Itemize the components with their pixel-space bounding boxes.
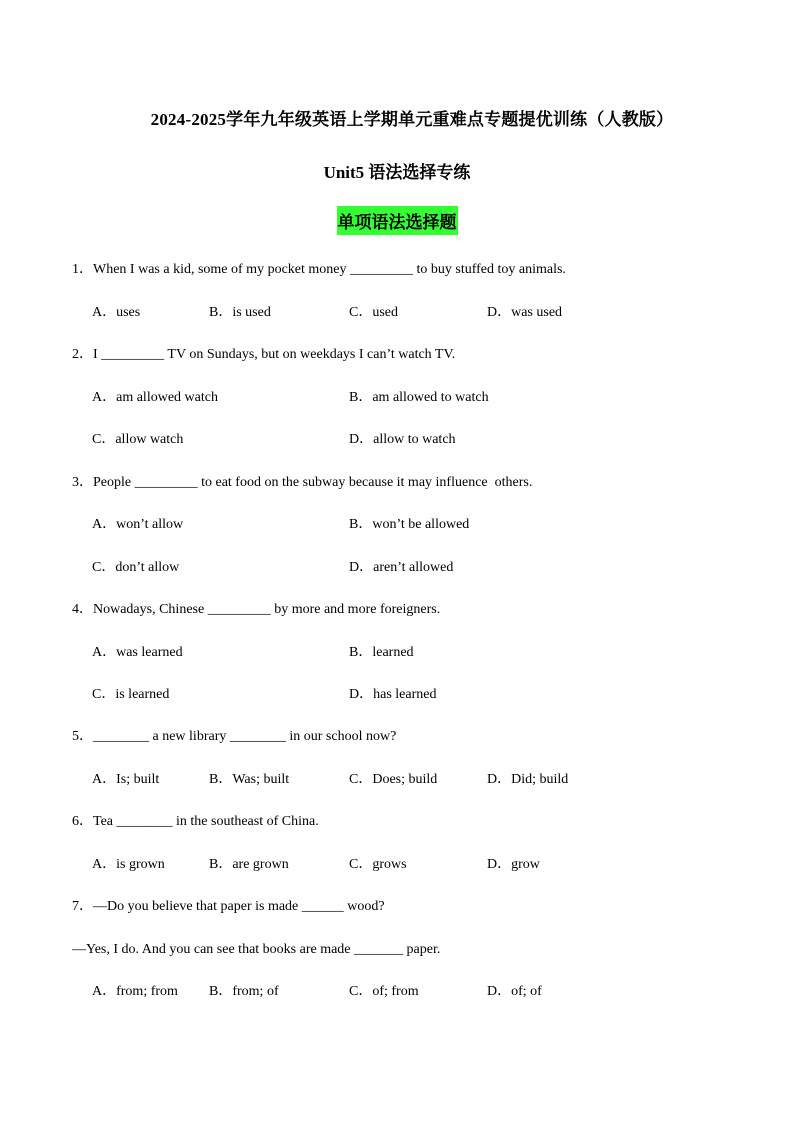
question-3-option-a[interactable]: A．won’t allow: [92, 517, 184, 532]
question-7-option-b[interactable]: B．from; of: [209, 984, 279, 999]
section-heading-label: 单项语法选择题: [337, 206, 458, 235]
question-4-option-a[interactable]: A．was learned: [92, 645, 183, 660]
question-6-option-a[interactable]: A．is grown: [92, 857, 165, 872]
question-1-option-d[interactable]: D．was used: [487, 305, 563, 320]
question-7-stem-reply: —Yes, I do. And you can see that books are made _______ paper.: [72, 942, 441, 957]
question-2-option-d[interactable]: D．allow to watch: [349, 432, 456, 447]
question-2-option-c[interactable]: C．allow watch: [92, 432, 184, 447]
question-7-option-c[interactable]: C．of; from: [349, 984, 419, 999]
question-3-option-b[interactable]: B．won’t be allowed: [349, 517, 470, 532]
question-4-option-c[interactable]: C．is learned: [92, 687, 170, 702]
question-1-option-b[interactable]: B．is used: [209, 305, 271, 320]
question-2-stem: 2．I _________ TV on Sundays, but on weekdays I can’t watch TV.: [72, 347, 456, 362]
question-5-stem: 5．________ a new library ________ in our school now?: [72, 729, 397, 744]
question-5-option-d[interactable]: D．Did; build: [487, 772, 569, 787]
question-4-stem: 4．Nowadays, Chinese _________ by more and more foreigners.: [72, 602, 441, 617]
question-1-stem: 1．When I was a kid, some of my pocket money _________ to buy stuffed toy animals.: [72, 262, 566, 277]
question-6-option-c[interactable]: C．grows: [349, 857, 407, 872]
question-6-option-b[interactable]: B．are grown: [209, 857, 289, 872]
question-7-option-d[interactable]: D．of; of: [487, 984, 542, 999]
section-heading: [0, 206, 794, 235]
question-4-option-b[interactable]: B．learned: [349, 645, 414, 660]
question-7-stem: 7．—Do you believe that paper is made ______ wood?: [72, 899, 385, 914]
question-4-option-d[interactable]: D．has learned: [349, 687, 437, 702]
question-7-option-a[interactable]: A．from; from: [92, 984, 178, 999]
question-2-option-a[interactable]: A．am allowed watch: [92, 390, 218, 405]
document-subtitle: Unit5 语法选择专练: [323, 163, 471, 182]
question-5-option-c[interactable]: C．Does; build: [349, 772, 438, 787]
question-6-stem: 6．Tea ________ in the southeast of China.: [72, 814, 319, 829]
question-2-option-b[interactable]: B．am allowed to watch: [349, 390, 489, 405]
document-title: 2024-2025学年九年级英语上学期单元重难点专题提优训练（人教版）: [150, 110, 674, 129]
question-5-option-b[interactable]: B．Was; built: [209, 772, 290, 787]
question-3-stem: 3．People _________ to eat food on the subway because it may influence others.: [72, 475, 533, 490]
question-6-option-d[interactable]: D．grow: [487, 857, 540, 872]
question-1-option-a[interactable]: A．uses: [92, 305, 141, 320]
question-1-option-c[interactable]: C．used: [349, 305, 398, 320]
question-5-option-a[interactable]: A．Is; built: [92, 772, 160, 787]
question-3-option-c[interactable]: C．don’t allow: [92, 560, 180, 575]
question-3-option-d[interactable]: D．aren’t allowed: [349, 560, 454, 575]
